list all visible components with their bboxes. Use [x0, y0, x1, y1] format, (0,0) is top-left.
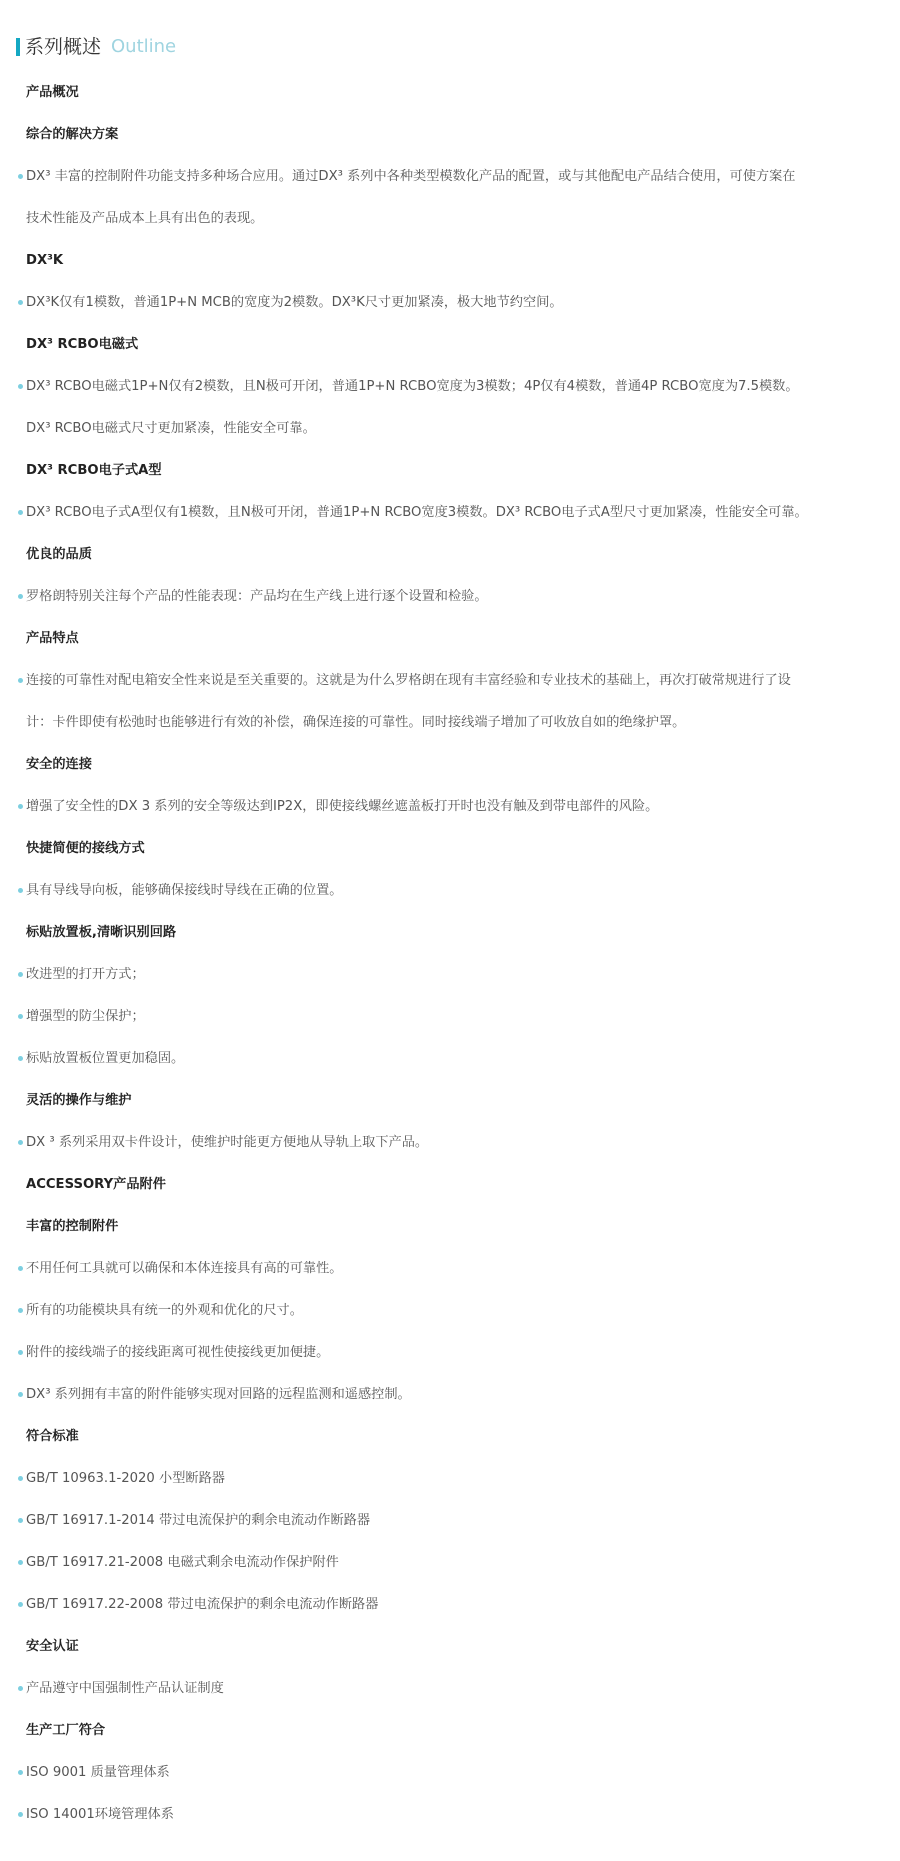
bullet-item: DX³ 丰富的控制附件功能支持多种场合应用。通过DX³ 系列中各种类型模数化产品的配置，或与其他配电产品结合使用，可使方案在	[0, 156, 900, 198]
bullet-item: 具有导线导向板，能够确保接线时导线在正确的位置。	[0, 870, 900, 912]
section-heading: 安全认证	[26, 1639, 79, 1654]
bullet-item: GB/T 16917.1-2014 带过电流保护的剩余电流动作断路器	[0, 1500, 900, 1542]
bullet-item: 附件的接线端子的接线距离可视性使接线更加便捷。	[0, 1332, 900, 1374]
section-heading: 符合标准	[26, 1429, 79, 1444]
section-heading: DX³K	[26, 253, 64, 268]
bullet-item: ISO 9001 质量管理体系	[0, 1752, 900, 1794]
bullet-item: GB/T 16917.22-2008 带过电流保护的剩余电流动作断路器	[0, 1584, 900, 1626]
bullet-item: 增强型的防尘保护；	[0, 996, 900, 1038]
bullet-item: DX³ RCBO电子式A型仅有1模数，且N极可开闭，普通1P+N RCBO宽度3模数。DX³ RCBO电子式A型尺寸更加紧凑，性能安全可靠。	[0, 492, 900, 534]
bullet-item: GB/T 16917.21-2008 电磁式剩余电流动作保护附件	[0, 1542, 900, 1584]
paragraph-line: 技术性能及产品成本上具有出色的表现。	[26, 211, 264, 226]
section-heading: 产品特点	[26, 631, 79, 646]
section-title: 系列概述	[25, 36, 102, 58]
section-heading: 丰富的控制附件	[26, 1219, 119, 1234]
section-heading: 标贴放置板,清晰识别回路	[26, 925, 177, 940]
bullet-item: 所有的功能模块具有统一的外观和优化的尺寸。	[0, 1290, 900, 1332]
section-heading: 产品概况	[26, 85, 79, 100]
bullet-item: 罗格朗特别关注每个产品的性能表现：产品均在生产线上进行逐个设置和检验。	[0, 576, 900, 618]
bullet-item: 不用任何工具就可以确保和本体连接具有高的可靠性。	[0, 1248, 900, 1290]
section-heading: 综合的解决方案	[26, 127, 119, 142]
bullet-item: GB/T 10963.1-2020 小型断路器	[0, 1458, 900, 1500]
bullet-item: 增强了安全性的DX 3 系列的安全等级达到IP2X，即使接线螺丝遮盖板打开时也没有触及到带电部件的风险。	[0, 786, 900, 828]
bullet-item: DX³K仅有1模数，普通1P+N MCB的宽度为2模数。DX³K尺寸更加紧凑，极大地节约空间。	[0, 282, 900, 324]
section-heading: 快捷简便的接线方式	[26, 841, 145, 856]
bullet-item: 连接的可靠性对配电箱安全性来说是至关重要的。这就是为什么罗格朗在现有丰富经验和专业技术的基础上，再次打破常规进行了设	[0, 660, 900, 702]
section-heading: 灵活的操作与维护	[26, 1093, 132, 1108]
bullet-item: DX³ 系列拥有丰富的附件能够实现对回路的远程监测和遥感控制。	[0, 1374, 900, 1416]
header-accent-bar	[16, 38, 20, 56]
section-heading: 优良的品质	[26, 547, 92, 562]
bullet-item: 产品遵守中国强制性产品认证制度	[0, 1668, 900, 1710]
bullet-item: ISO 14001环境管理体系	[0, 1794, 900, 1836]
outline-content	[0, 72, 900, 1836]
section-heading: DX³ RCBO电磁式	[26, 337, 139, 352]
section-heading: DX³ RCBO电子式A型	[26, 463, 162, 478]
section-heading: ACCESSORY产品附件	[26, 1177, 166, 1192]
section-heading: 生产工厂符合	[26, 1723, 106, 1738]
bullet-item: DX ³ 系列采用双卡件设计，使维护时能更方便地从导轨上取下产品。	[0, 1122, 900, 1164]
bullet-item: 改进型的打开方式；	[0, 954, 900, 996]
section-subtitle: Outline	[111, 36, 177, 57]
section-header	[16, 35, 176, 59]
bullet-item: DX³ RCBO电磁式1P+N仅有2模数，且N极可开闭，普通1P+N RCBO宽度为3模数；4P仅有4模数，普通4P RCBO宽度为7.5模数。	[0, 366, 900, 408]
section-heading: 安全的连接	[26, 757, 92, 772]
paragraph-line: DX³ RCBO电磁式尺寸更加紧凑，性能安全可靠。	[26, 421, 316, 436]
paragraph-line: 计：卡件即使有松弛时也能够进行有效的补偿，确保连接的可靠性。同时接线端子增加了可收放自如的绝缘护罩。	[26, 715, 686, 730]
bullet-item: 标贴放置板位置更加稳固。	[0, 1038, 900, 1080]
